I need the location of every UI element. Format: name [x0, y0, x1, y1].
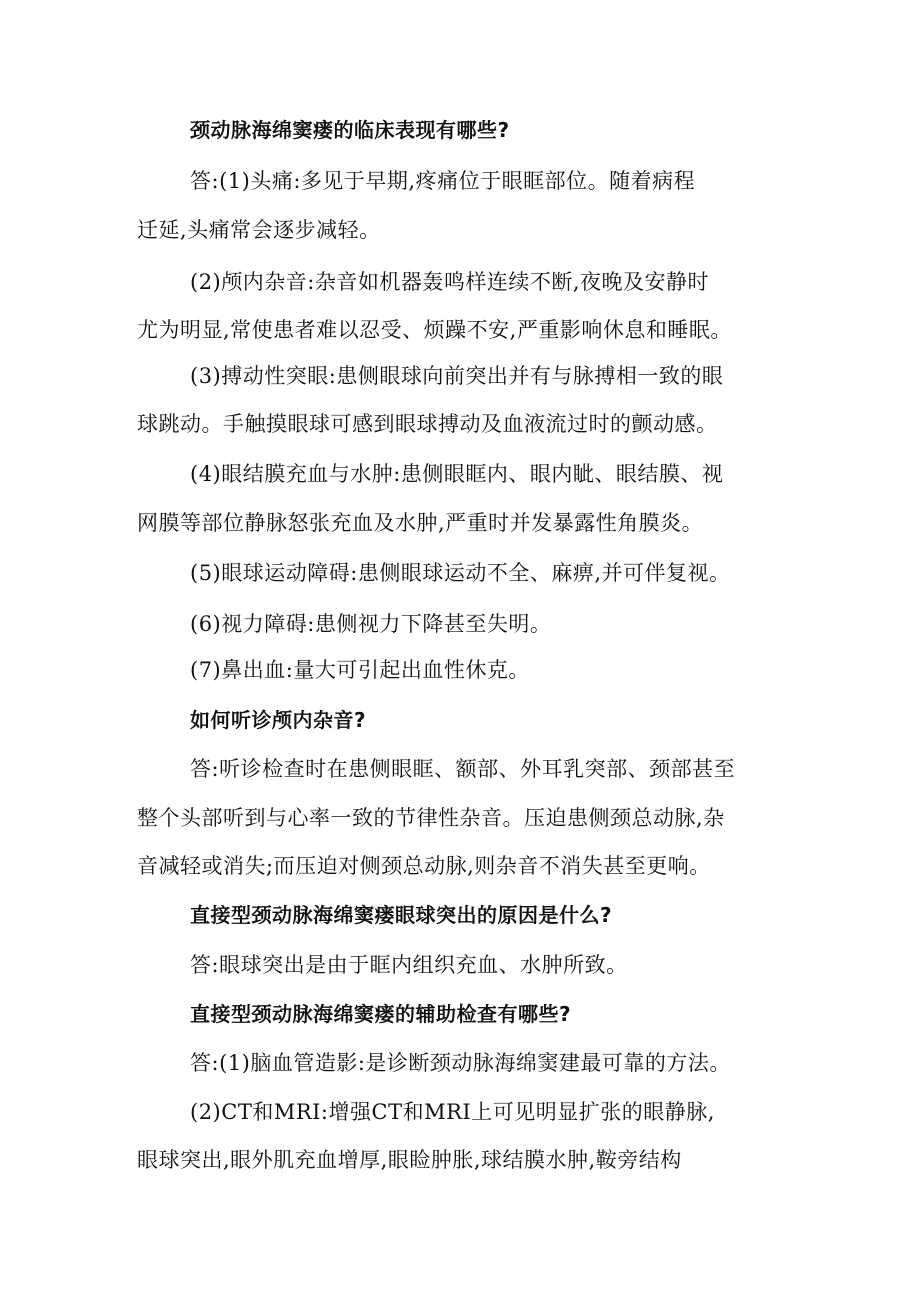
answer-line: 眼球突出,眼外肌充血增厚,眼睑肿胀,球结膜水肿,鞍旁结构	[137, 1148, 682, 1172]
answer-line: (7)鼻出血:量大可引起出血性休克。	[190, 658, 530, 682]
answer-line: 球跳动。手触摸眼球可感到眼球搏动及血液流过时的颤动感。	[137, 412, 718, 436]
answer-line: 网膜等部位静脉怒张充血及水肿,严重时并发暴露性角膜炎。	[137, 511, 704, 535]
question-heading-exophthalmos-cause: 直接型颈动脉海绵窦瘘眼球突出的原因是什么?	[190, 903, 613, 927]
answer-line: (2)颅内杂音:杂音如机器轰鸣样连续不断,夜晚及安静时	[190, 270, 709, 294]
answer-line: (4)眼结膜充血与水肿:患侧眼眶内、眼内眦、眼结膜、视	[190, 462, 724, 486]
answer-line: 迁延,头痛常会逐步减轻。	[137, 218, 381, 242]
answer-line: 整个头部听到与心率一致的节律性杂音。压迫患侧颈总动脉,杂	[137, 806, 725, 830]
answer-line: 答:(1)脑血管造影:是诊断颈动脉海绵窦建最可靠的方法。	[190, 1051, 731, 1075]
answer-line: 尤为明显,常使患者难以忍受、烦躁不安,严重影响休息和睡眠。	[137, 318, 732, 342]
question-heading-auxiliary-exams: 直接型颈动脉海绵窦瘘的辅助检查有哪些?	[190, 1002, 572, 1026]
question-heading-clinical-manifestations: 颈动脉海绵窦瘘的临床表现有哪些?	[190, 118, 510, 142]
answer-line: (3)搏动性突眼:患侧眼球向前突出并有与脉搏相一致的眼	[190, 364, 724, 388]
answer-line: (2)CT和MRI:增强CT和MRI上可见明显扩张的眼静脉,	[190, 1100, 715, 1124]
question-heading-auscultation: 如何听诊颅内杂音?	[190, 708, 367, 732]
answer-line: 答:(1)头痛:多见于早期,疼痛位于眼眶部位。随着病程	[190, 169, 696, 193]
answer-line: 答:眼球突出是由于眶内组织充血、水肿所致。	[190, 953, 628, 977]
answer-line: (5)眼球运动障碍:患侧眼球运动不全、麻痹,并可伴复视。	[190, 561, 731, 585]
answer-line: 答:听诊检查时在患侧眼眶、额部、外耳乳突部、颈部甚至	[190, 757, 736, 781]
answer-line: 音减轻或消失;而压迫对侧颈总动脉,则杂音不消失甚至更响。	[137, 854, 711, 878]
answer-line: (6)视力障碍:患侧视力下降甚至失明。	[190, 612, 552, 636]
